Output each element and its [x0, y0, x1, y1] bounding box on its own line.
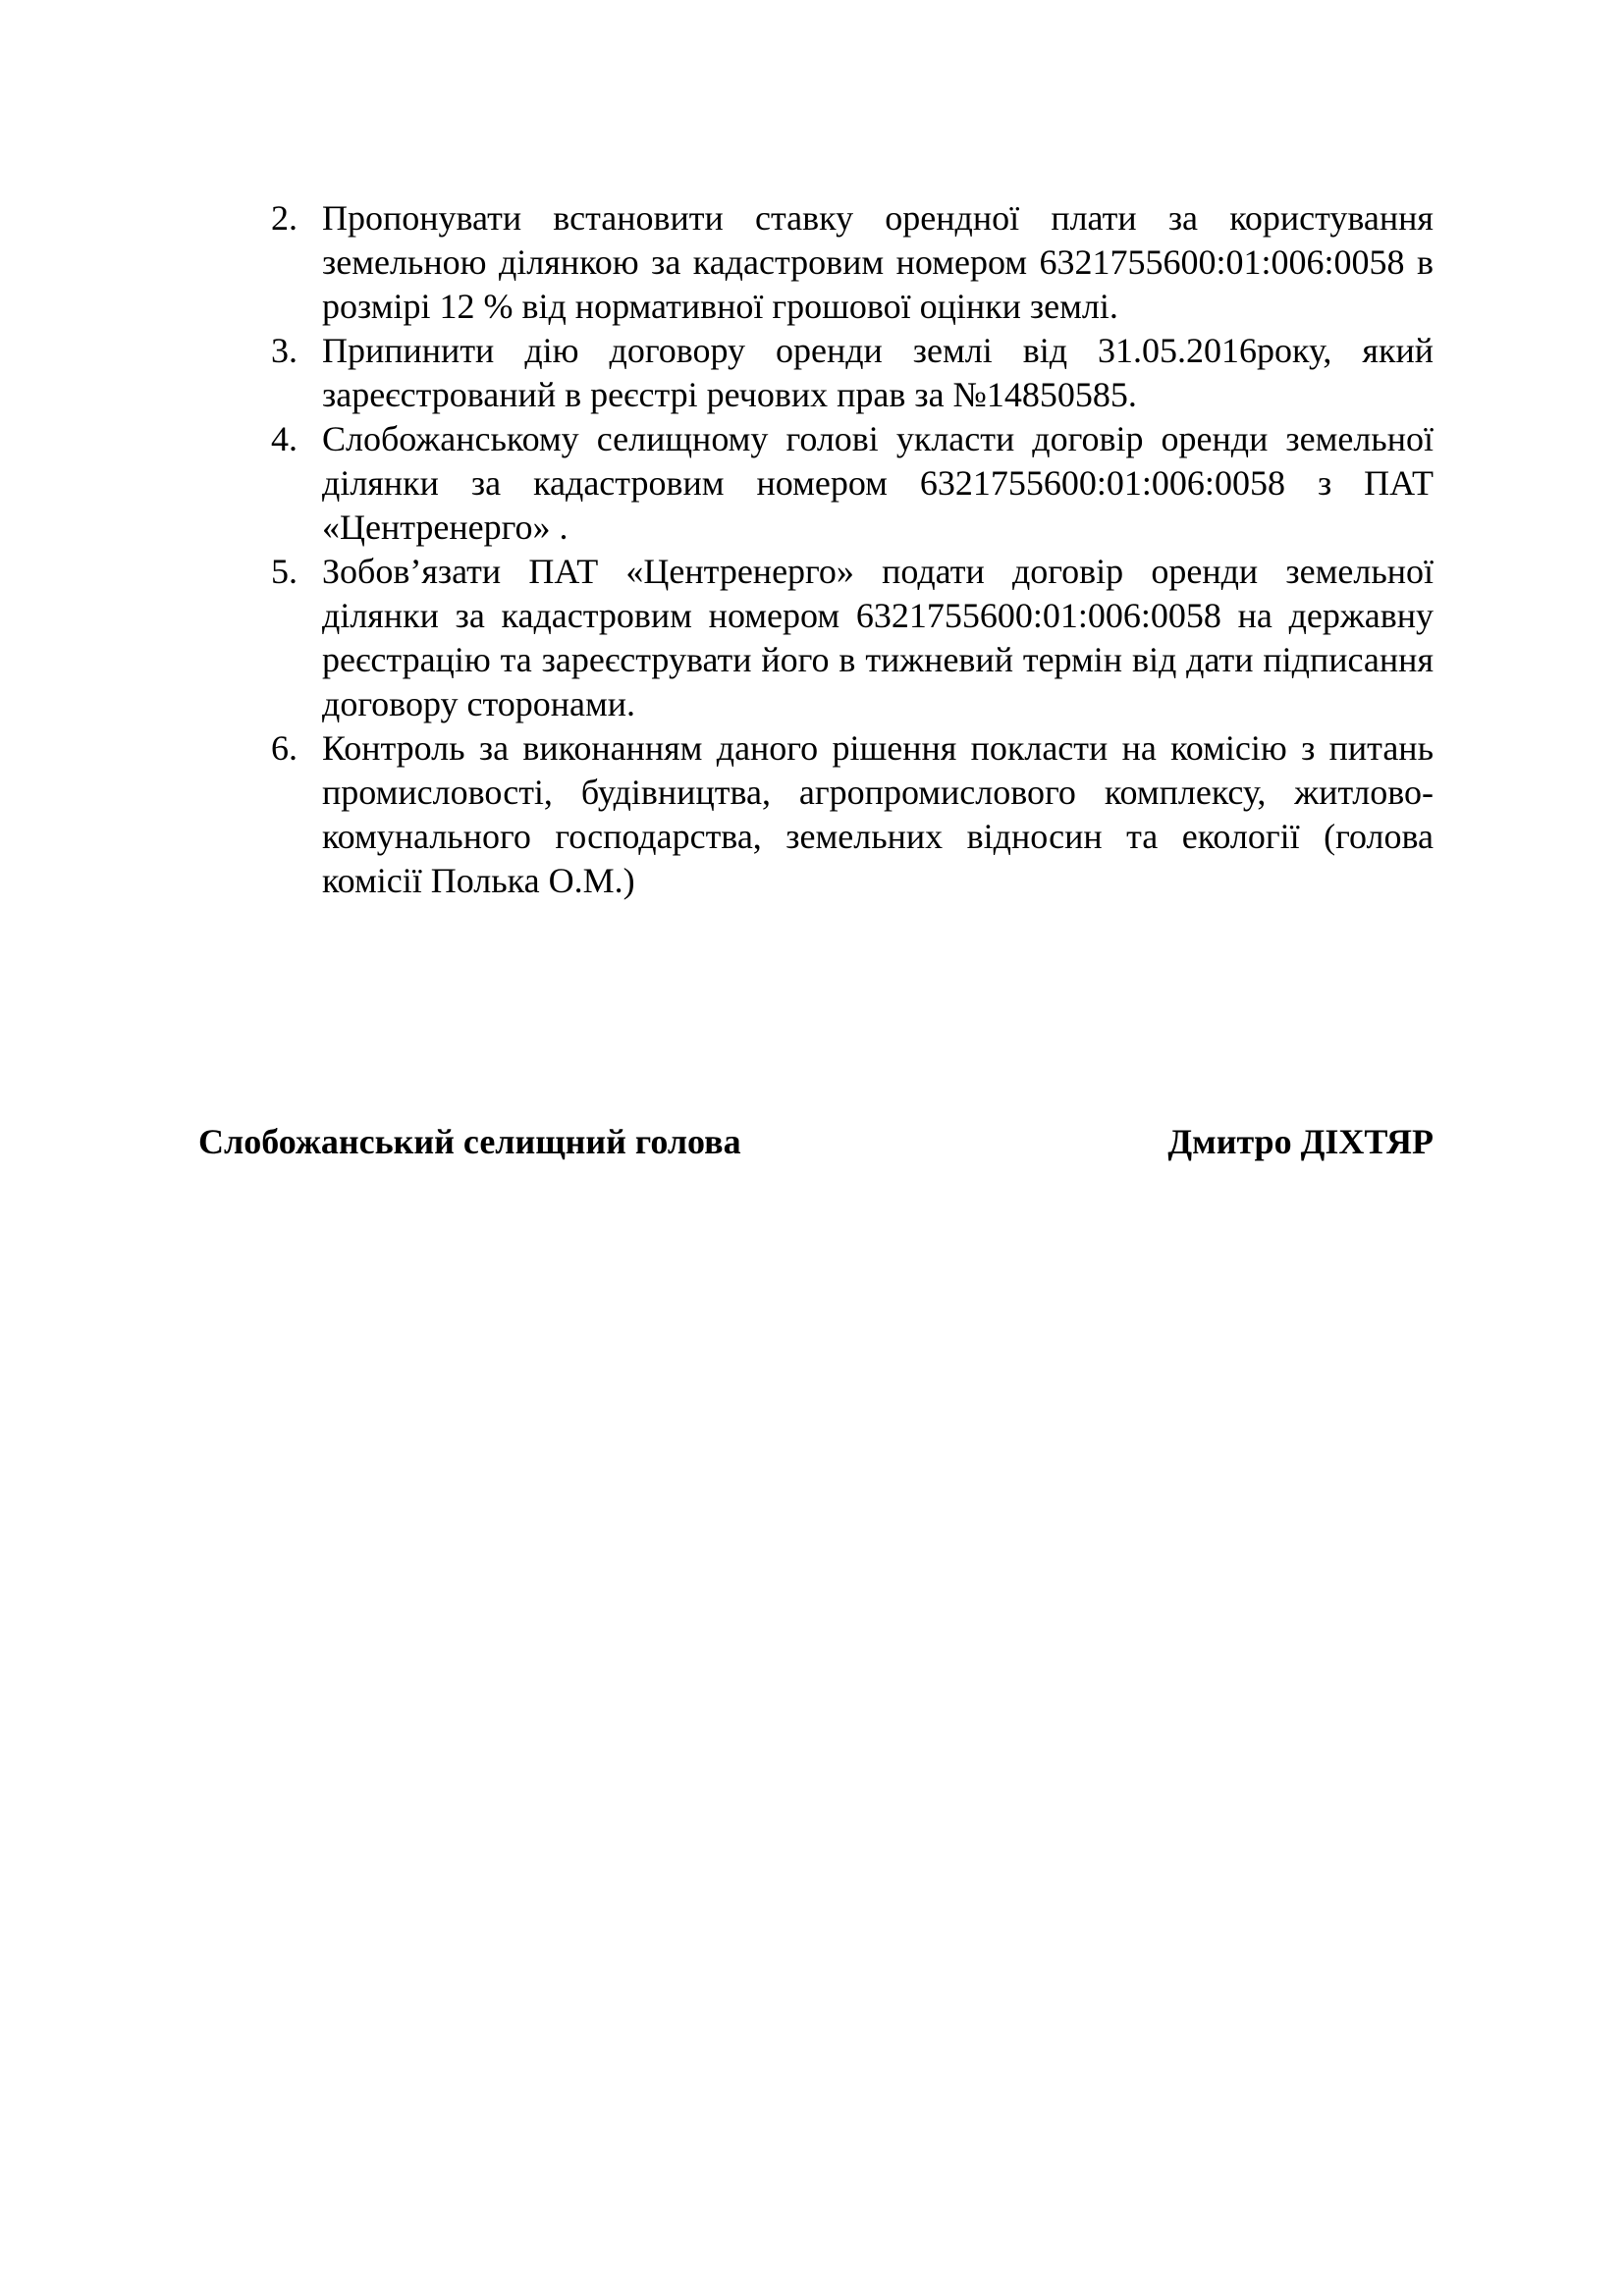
list-item — [265, 329, 1434, 417]
item-text: Контроль за виконанням даного рішення покласти на комісію з питань промисловості, будівництва, агропромислового комплексу, житлово-комунального господарства, земельних відносин та екології (голова комісії Полька О.М.) — [322, 728, 1434, 900]
list-item — [265, 550, 1434, 726]
item-text: Пропонувати встановити ставку орендної плати за користування земельною ділянкою за кадастровим номером 6321755600:01:006:0058 в розмірі 12 % від нормативної грошової оцінки землі. — [322, 198, 1434, 326]
item-number: 6. — [271, 728, 298, 768]
list-item — [265, 726, 1434, 903]
signatory-name: Дмитро ДІХТЯР — [1167, 1122, 1434, 1161]
item-text: Слобожанському селищному голові укласти договір оренди земельної ділянки за кадастровим номером 6321755600:01:006:0058 з ПАТ «Центренерго» . — [322, 419, 1434, 547]
decision-list — [265, 196, 1434, 903]
item-number: 4. — [271, 419, 298, 458]
item-text: Припинити дію договору оренди землі від 31.05.2016року, який зареєстрований в реєстрі речових прав за №14850585. — [322, 331, 1434, 414]
signatory-role: Слобожанський селищний голова — [198, 1122, 741, 1161]
signature-block — [198, 1117, 1434, 1166]
item-number: 2. — [271, 198, 298, 238]
list-item — [265, 196, 1434, 329]
item-number: 3. — [271, 331, 298, 370]
item-text: Зобов’язати ПАТ «Центренерго» подати договір оренди земельної ділянки за кадастровим номером 6321755600:01:006:0058 на державну реєстрацію та зареєструвати його в тижневий термін від дати підписання договору сторонами. — [322, 552, 1434, 723]
item-number: 5. — [271, 552, 298, 591]
list-item — [265, 417, 1434, 550]
